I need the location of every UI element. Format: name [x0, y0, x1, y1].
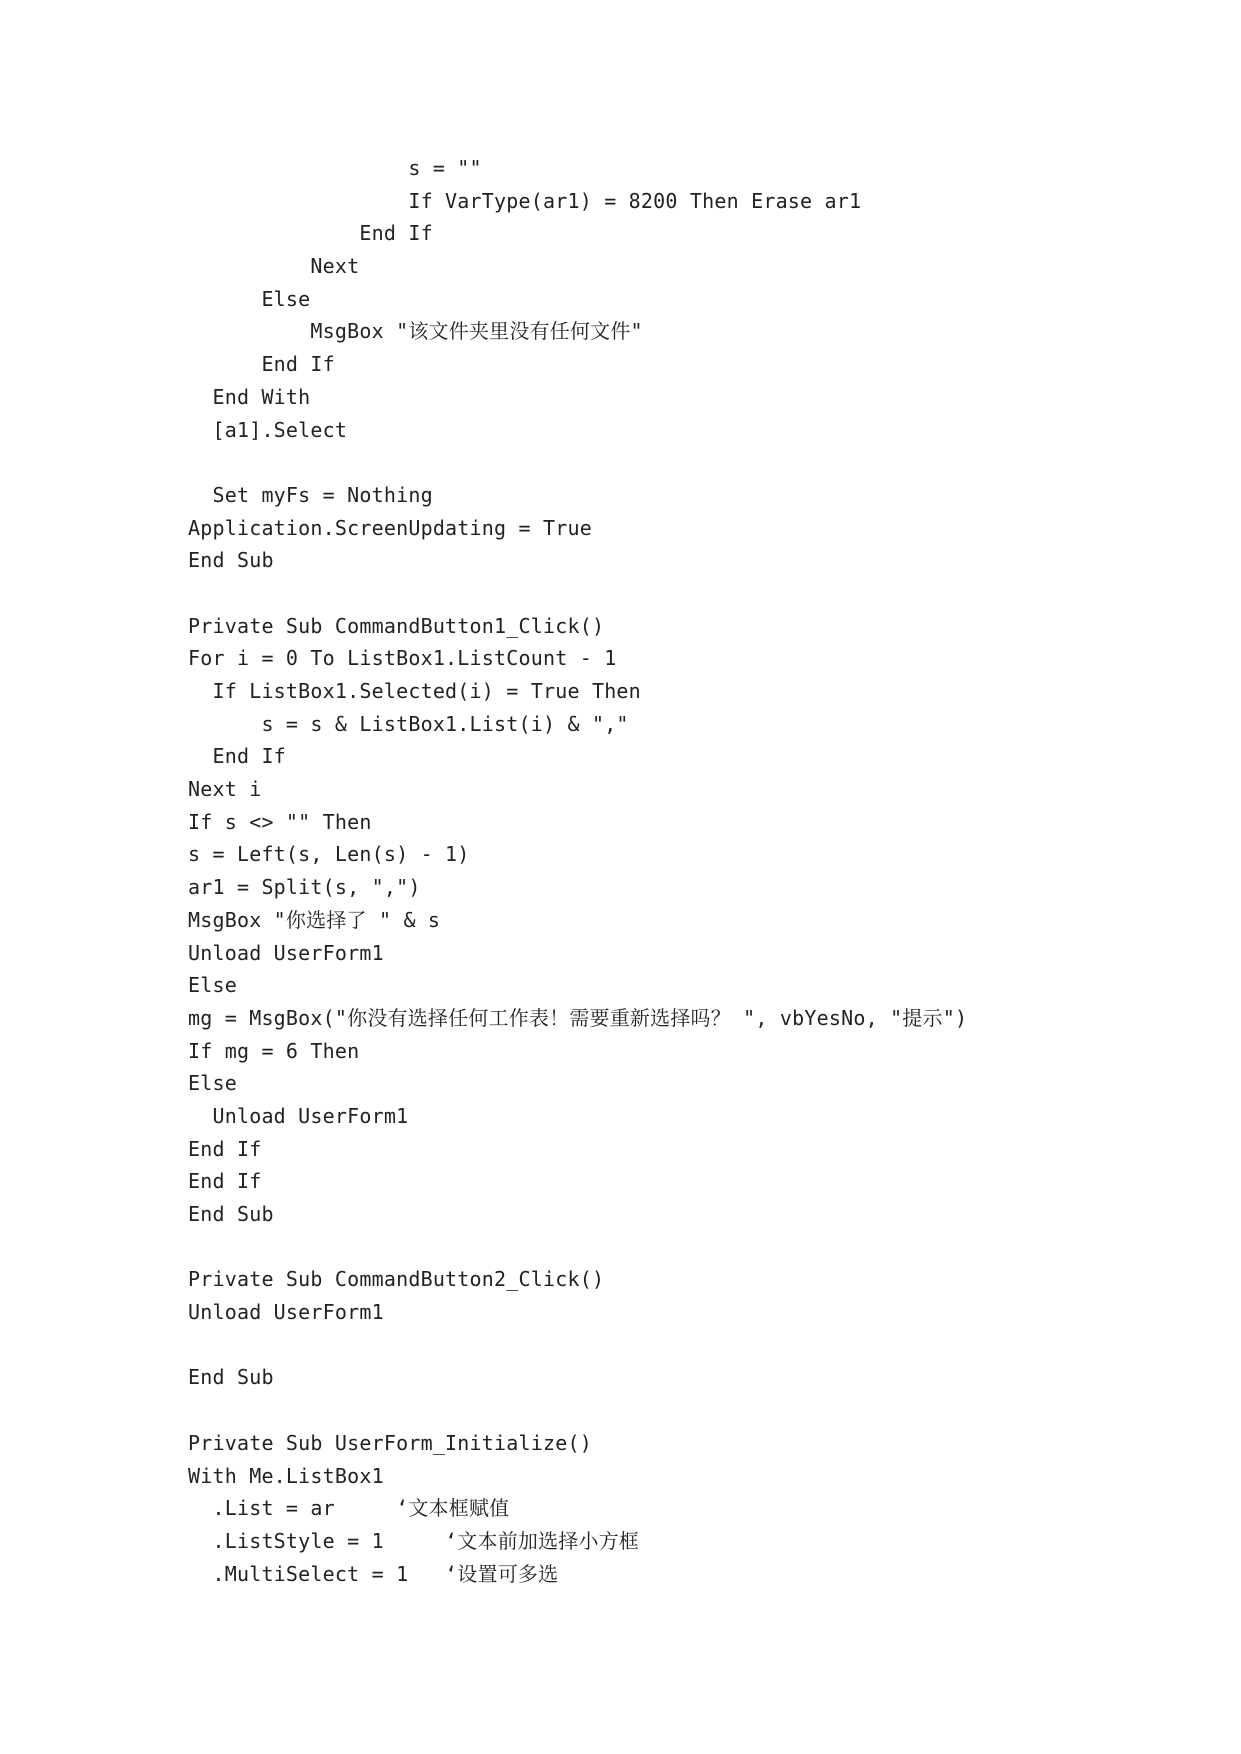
code-line: If mg = 6 Then	[188, 1038, 360, 1063]
code-line: End If	[188, 352, 335, 377]
code-line: Unload UserForm1	[188, 940, 384, 965]
code-line: Else	[188, 1071, 237, 1096]
code-listing	[188, 152, 967, 1590]
code-line: End Sub	[188, 1365, 274, 1390]
code-line: End If	[188, 1169, 262, 1194]
code-line	[188, 1231, 967, 1264]
code-line: s = s & ListBox1.List(i) & ","	[188, 711, 629, 736]
code-line: End If	[188, 1136, 262, 1161]
code-line: For i = 0 To ListBox1.ListCount - 1	[188, 646, 617, 671]
code-line	[188, 1329, 967, 1362]
code-line: End If	[188, 221, 433, 246]
code-line: Private Sub CommandButton2_Click()	[188, 1267, 605, 1292]
code-line: If s <> "" Then	[188, 809, 372, 834]
code-line: End If	[188, 744, 286, 769]
code-line	[188, 1394, 967, 1427]
code-line	[188, 577, 967, 610]
code-line: s = Left(s, Len(s) - 1)	[188, 842, 470, 867]
code-line: [a1].Select	[188, 417, 348, 442]
code-line: Application.ScreenUpdating = True	[188, 515, 592, 540]
code-line: Else	[188, 973, 237, 998]
code-line: Else	[188, 286, 311, 311]
code-line: MsgBox "该文件夹里没有任何文件"	[188, 319, 643, 344]
code-line: Unload UserForm1	[188, 1103, 409, 1128]
code-line: End With	[188, 384, 311, 409]
code-line: Next i	[188, 777, 262, 802]
code-line: If ListBox1.Selected(i) = True Then	[188, 679, 641, 703]
code-line: .List = ar ‘文本框赋值	[188, 1496, 510, 1521]
code-line: Private Sub CommandButton1_Click()	[188, 613, 605, 638]
code-line: .ListStyle = 1 ‘文本前加选择小方框	[188, 1528, 640, 1553]
code-line	[188, 446, 967, 479]
code-line: MsgBox "你选择了 " & s	[188, 907, 441, 932]
code-line: s = ""	[188, 156, 482, 180]
code-line: If VarType(ar1) = 8200 Then Erase ar1	[188, 188, 862, 213]
code-line: Private Sub UserForm_Initialize()	[188, 1430, 592, 1455]
code-line: End Sub	[188, 1202, 274, 1226]
code-line: Unload UserForm1	[188, 1300, 384, 1325]
code-line: Next	[188, 254, 360, 279]
code-line: Set myFs = Nothing	[188, 482, 433, 507]
code-line: .MultiSelect = 1 ‘设置可多选	[188, 1561, 559, 1586]
code-line: mg = MsgBox("你没有选择任何工作表！需要重新选择吗？ ", vbYesNo, "提示")	[188, 1005, 968, 1030]
code-line: ar1 = Split(s, ",")	[188, 875, 421, 900]
code-line: With Me.ListBox1	[188, 1463, 384, 1488]
code-line: End Sub	[188, 548, 274, 573]
